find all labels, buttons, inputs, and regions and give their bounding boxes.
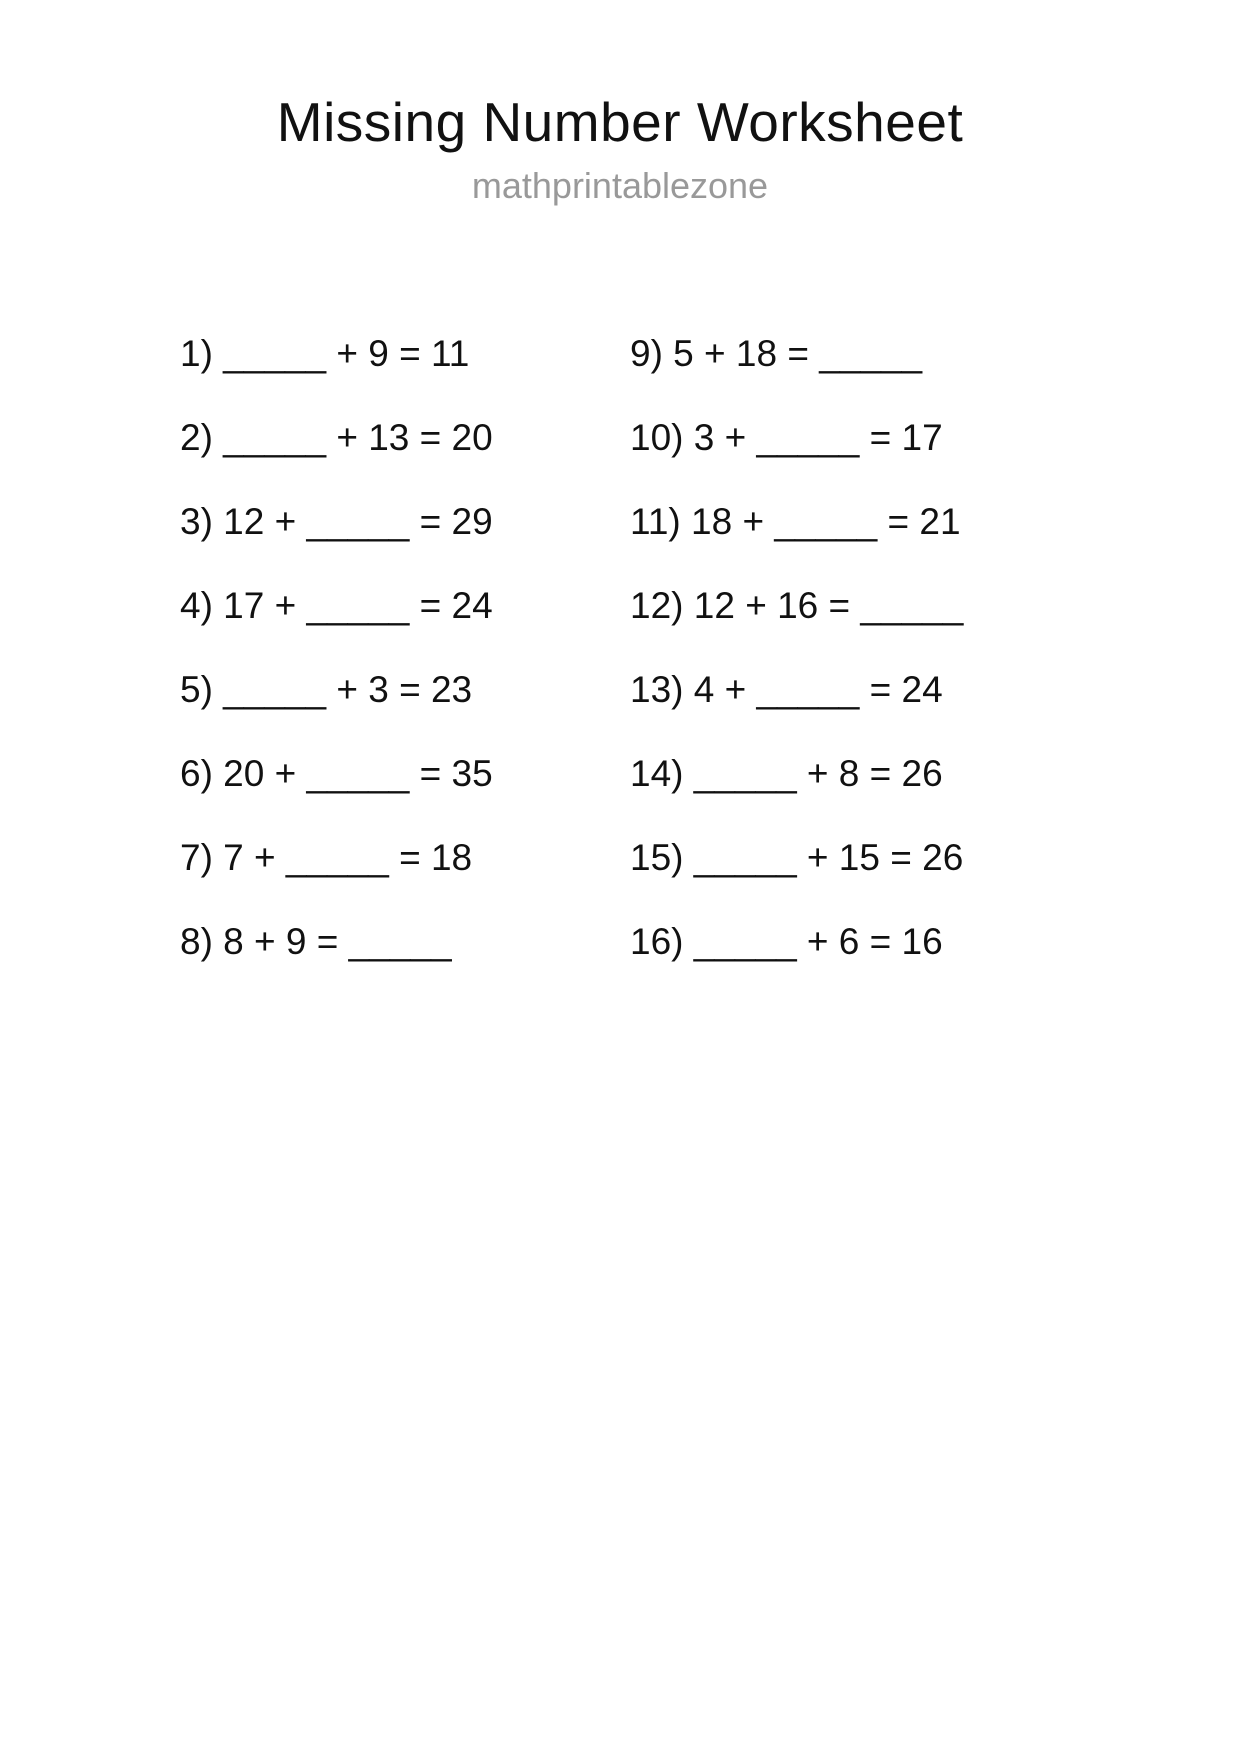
problem-8: 8) 8 + 9 = _____ xyxy=(180,921,452,962)
problem-14: 14) _____ + 8 = 26 xyxy=(630,753,943,794)
problem-2: 2) _____ + 13 = 20 xyxy=(180,417,493,458)
problem-5: 5) _____ + 3 = 23 xyxy=(180,669,473,710)
problems-grid xyxy=(180,312,1100,984)
problem-7: 7) 7 + _____ = 18 xyxy=(180,837,473,878)
problem-4: 4) 17 + _____ = 24 xyxy=(180,585,493,626)
problem-3: 3) 12 + _____ = 29 xyxy=(180,501,493,542)
problem-15: 15) _____ + 15 = 26 xyxy=(630,837,964,878)
problem-16: 16) _____ + 6 = 16 xyxy=(630,921,943,962)
problem-6: 6) 20 + _____ = 35 xyxy=(180,753,493,794)
problems-left-column xyxy=(180,312,630,984)
problems-right-column xyxy=(630,312,1100,984)
problem-13: 13) 4 + _____ = 24 xyxy=(630,669,943,710)
problem-11: 11) 18 + _____ = 21 xyxy=(630,501,961,542)
problem-12: 12) 12 + 16 = _____ xyxy=(630,585,964,626)
problem-1: 1) _____ + 9 = 11 xyxy=(180,333,470,374)
problem-10: 10) 3 + _____ = 17 xyxy=(630,417,943,458)
problem-9: 9) 5 + 18 = _____ xyxy=(630,333,923,374)
worksheet-title: Missing Number Worksheet xyxy=(276,91,964,153)
site-name: mathprintablezone xyxy=(471,165,769,206)
